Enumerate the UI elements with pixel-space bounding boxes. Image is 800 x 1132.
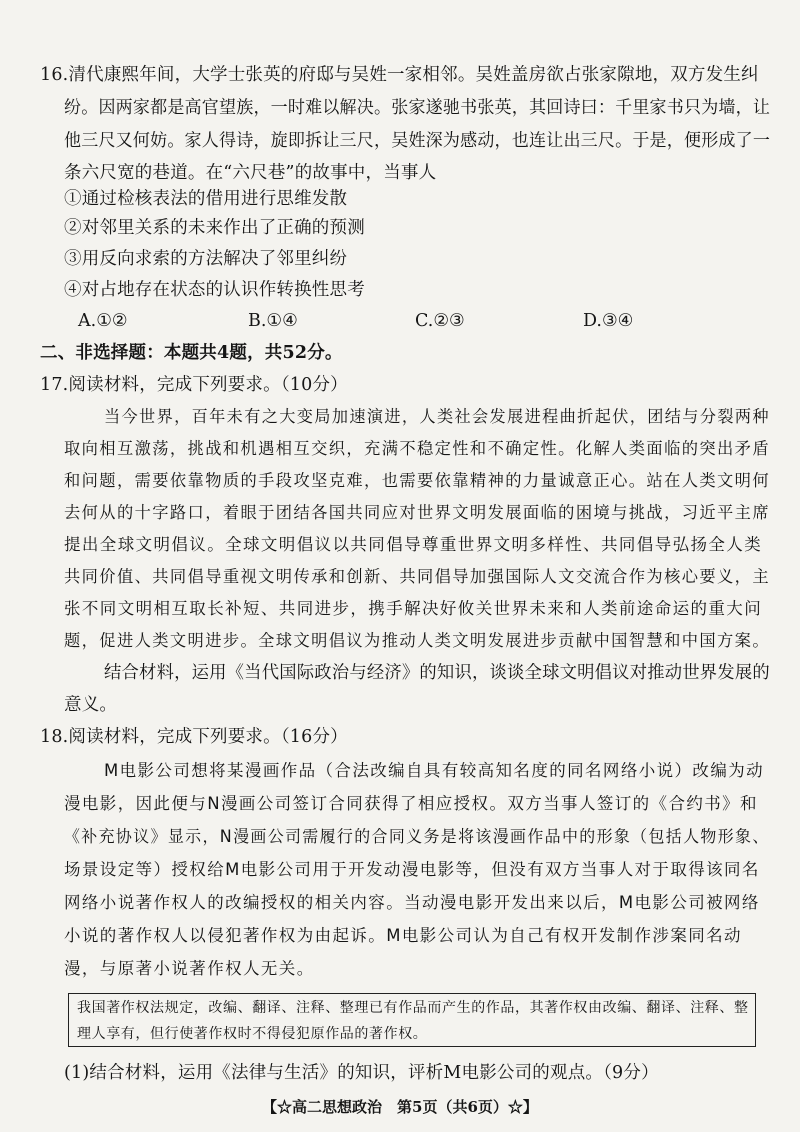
q17-material-line: 题，促进人类文明进步。全球文明倡议为推动人类文明发展进步贡献中国智慧和中国方案。 [64,631,770,650]
q16-stem-line: 纷。因两家都是高官望族，一时难以解决。张家遂驰书张英，其回诗曰：千里家书只为墙，让 [64,98,771,118]
q17-material-line: 取向相互激荡，挑战和机遇相互交织，充满不稳定性和不确定性。化解人类面临的突出矛盾 [64,439,770,458]
q17-material-line: 共同价值、共同倡导重视文明传承和创新、共同倡导加强国际人文交流合作为核心要义，主 [64,567,770,586]
q18-material-line: 场景设定等）授权给M电影公司用于开发动漫电影等，但没有双方当事人对于取得该同名 [64,860,760,879]
q17-material-line: 去何从的十字路口，着眼于团结各国共同应对世界文明发展面临的困境与挑战，习近平主席 [64,503,770,522]
q18-material-line: 漫电影，因此便与N漫画公司签订合同获得了相应授权。双方当事人签订的《合约书》和 [64,794,758,813]
q18-header: 18.阅读材料，完成下列要求。（16分） [40,727,348,747]
legal-note-box [68,993,756,1047]
q17-material-line: 当今世界，百年未有之大变局加速演进，人类社会发展进程曲折起伏，团结与分裂两种 [104,407,770,426]
q17-header: 17.阅读材料，完成下列要求。（10分） [40,375,348,395]
q16-statement-3: ③用反向求索的方法解决了邻里纠纷 [64,249,348,269]
option-d[interactable]: D.③④ [583,311,634,331]
q16-statement-4: ④对占地存在状态的认识作转换性思考 [64,280,365,300]
q18-material-line: 网络小说著作权人的改编授权的相关内容。当动漫电影开发出来以后，M电影公司被网络 [64,893,760,912]
legal-note-line: 我国著作权法规定，改编、翻译、注释、整理已有作品而产生的作品，其著作权由改编、翻译、注释、整 [77,1000,749,1016]
q18-material-line: 小说的著作权人以侵犯著作权为由起诉。M电影公司认为自己有权开发制作涉案同名动 [64,926,742,945]
q17-material-line: 和问题，需要依靠物质的手段攻坚克难，也需要依靠精神的力量诚意正心。站在人类文明何 [64,471,770,490]
q16-stem-line: 16.清代康熙年间，大学士张英的府邸与吴姓一家相邻。吴姓盖房欲占张家隙地，双方发生纠 [40,65,759,85]
q18-subquestion-1: (1)结合材料，运用《法律与生活》的知识，评析M电影公司的观点。（9分） [64,1063,659,1083]
q16-statement-1: ①通过检核表法的借用进行思维发散 [64,189,348,209]
option-b[interactable]: B.①④ [248,311,298,331]
q17-material-line: 提出全球文明倡议。全球文明倡议以共同倡导尊重世界文明多样性、共同倡导弘扬全人类 [64,535,763,554]
q18-material-line: M电影公司想将某漫画作品（合法改编自具有较高知名度的同名网络小说）改编为动 [104,761,765,780]
q17-task-line: 意义。 [64,695,118,715]
q17-task-line: 结合材料，运用《当代国际政治与经济》的知识，谈谈全球文明倡议对推动世界发展的 [104,663,770,683]
q16-options [78,311,718,333]
q16-stem-line: 他三尺又何妨。家人得诗，旋即拆让三尺，吴姓深为感动，也连让出三尺。于是，便形成了一 [64,131,771,151]
option-c[interactable]: C.②③ [415,311,465,331]
q18-material-line: 《补充协议》显示，N漫画公司需履行的合同义务是将该漫画作品中的形象（包括人物形象、 [64,827,770,846]
bleed-through-text [440,150,455,171]
option-a[interactable]: A.①② [78,311,128,331]
q16-statement-2: ②对邻里关系的未来作出了正确的预测 [64,218,365,238]
q16-stem-line: 条六尺宽的巷道。在“六尺巷”的故事中，当事人 [64,163,437,183]
legal-note-line: 理人享有，但行使著作权时不得侵犯原作品的著作权。 [77,1026,428,1042]
q17-material-line: 张不同文明相互取长补短、共同进步，携手解决好攸关世界未来和人类前途命运的重大问 [64,599,763,618]
page-footer: 【☆高二思想政治 第5页（共6页）☆】 [262,1098,538,1116]
q18-material-line: 漫，与原著小说著作权人无关。 [64,959,315,978]
section-2-title: 二、非选择题：本题共4题，共52分。 [40,343,343,363]
